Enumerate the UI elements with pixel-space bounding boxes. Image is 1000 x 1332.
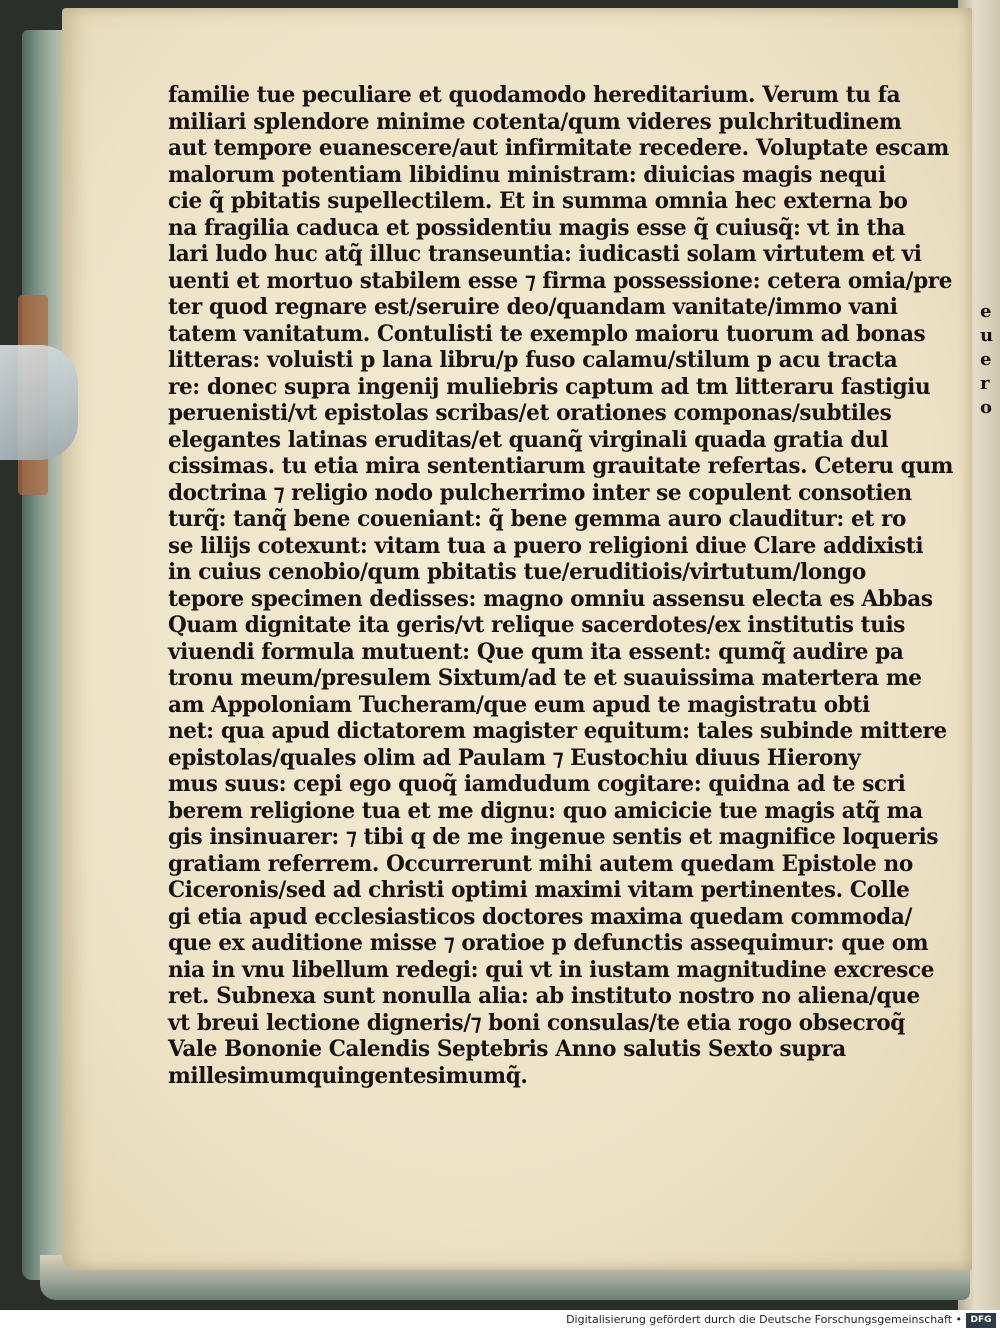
- text-line: gi etia apud ecclesiasticos doctores maxima quedam commoda/: [168, 903, 912, 930]
- text-line: cie q̃ pbitatis supellectilem. Et in summa omnia hec externa bo: [168, 188, 908, 214]
- text-line: miliari splendore minime cotenta/qum videres pulchritudinem: [168, 108, 902, 135]
- text-line: vt breui lectione digneris/⁊ boni consulas/te etia rogo obsecroq̃: [168, 1009, 905, 1036]
- text-line: in cuius cenobio/qum pbitatis tue/eruditiois/virtutum/longo: [168, 559, 866, 585]
- text-line: se lilijs cotexunt: vitam tua a puero religioni diue Clare addixisti: [168, 532, 924, 559]
- incunable-text-block: [168, 82, 954, 1089]
- text-line: que ex auditione misse ⁊ oratioe p defunctis assequimur: que om: [168, 930, 929, 956]
- text-line: tepore specimen dedisses: magno omniu assensu electa es Abbas: [168, 585, 933, 612]
- text-line: epistolas/quales olim ad Paulam ⁊ Eustochiu diuus Hierony: [168, 744, 861, 771]
- text-line: aut tempore euanescere/aut infirmitate recedere. Voluptate escam: [168, 135, 949, 161]
- text-line: re: donec supra ingenij muliebris captum ad tm litteraru fastigiu: [168, 373, 931, 400]
- text-line: Ciceronis/sed ad christi optimi maximi vitam pertinentes. Colle: [168, 877, 910, 903]
- text-line: ter quod regnare est/seruire deo/quandam vanitate/immo vani: [168, 294, 898, 320]
- text-line: ret. Subnexa sunt nonulla alia: ab instituto nostro no aliena/que: [168, 983, 920, 1009]
- fragment-letter: e: [980, 349, 992, 370]
- text-line: uenti et mortuo stabilem esse ⁊ firma possessione: cetera omia/pre: [168, 267, 953, 294]
- text-line: doctrina ⁊ religio nodo pulcherrimo inter se copulent consotien: [168, 479, 912, 506]
- fragment-letter: r: [980, 373, 990, 394]
- text-line: millesimumquingentesimumq̃.: [168, 1062, 528, 1089]
- text-line: familie tue peculiare et quodamodo hereditarium. Verum tu fa: [168, 82, 901, 108]
- text-line: berem religione tua et me dignu: quo amicicie tue magis atq̃ ma: [168, 797, 923, 824]
- text-line: elegantes latinas eruditas/et quanq̃ virginali quada gratia dul: [168, 426, 889, 453]
- fragment-letter: u: [980, 325, 994, 346]
- text-line: lari ludo huc atq̃ illuc transeuntia: iudicasti solam virtutem et vi: [168, 241, 922, 267]
- text-line: Vale Bononie Calendis Septebris Anno salutis Sexto supra: [168, 1036, 846, 1062]
- footer-bar: [0, 1310, 1000, 1332]
- page-clip: [0, 345, 78, 460]
- text-line: net: qua apud dictatorem magister equitum: tales subinde mittere: [168, 718, 947, 744]
- fragment-letter: o: [980, 397, 993, 418]
- text-line: Quam dignitate ita geris/vt relique sacerdotes/ex institutis tuis: [168, 612, 906, 638]
- text-line: tronu meum/presulem Sixtum/ad te et suauissima matertera me: [168, 665, 922, 691]
- text-line: tatem vanitatum. Contulisti te exemplo maioru tuorum ad bonas: [168, 320, 926, 347]
- text-line: viuendi formula mutuent: Que qum ita essent: qumq̃ audire pa: [168, 638, 904, 665]
- text-line: cissimas. tu etia mira sententiarum grauitate refertas. Ceteru qum: [168, 453, 954, 479]
- text-line: gis insinuarer: ⁊ tibi q de me ingenue sentis et magnifice loqueris: [168, 824, 939, 850]
- text-line: am Appoloniam Tucheram/que eum apud te magistratu obti: [168, 691, 870, 718]
- text-line: na fragilia caduca et possidentiu magis esse q̃ cuiusq̃: vt in tha: [168, 214, 905, 241]
- fragment-letter: e: [980, 301, 992, 322]
- funding-credit: Digitalisierung gefördert durch die Deutsche Forschungsgemeinschaft •: [566, 1313, 962, 1326]
- text-line: gratiam referrem. Occurrerunt mihi autem quedam Epistole no: [168, 850, 913, 877]
- dfg-logo: DFG: [966, 1313, 996, 1328]
- text-line: peruenisti/vt epistolas scribas/et orationes componas/subtiles: [168, 400, 892, 426]
- text-line: nia in vnu libellum redegi: qui vt in iustam magnitudine excresce: [168, 956, 935, 983]
- text-line: malorum potentiam libidinu ministram: diuicias magis nequi: [168, 161, 886, 188]
- adjacent-page-text-fragment: [980, 300, 1000, 500]
- text-line: mus suus: cepi ego quoq̃ iamdudum cogitare: quidna ad te scri: [168, 771, 906, 797]
- text-line: litteras: voluisti p lana libru/p fuso calamu/stilum p acu tracta: [168, 347, 898, 373]
- text-line: turq̃: tanq̃ bene coueniant: q̃ bene gemma auro clauditur: et ro: [168, 506, 907, 532]
